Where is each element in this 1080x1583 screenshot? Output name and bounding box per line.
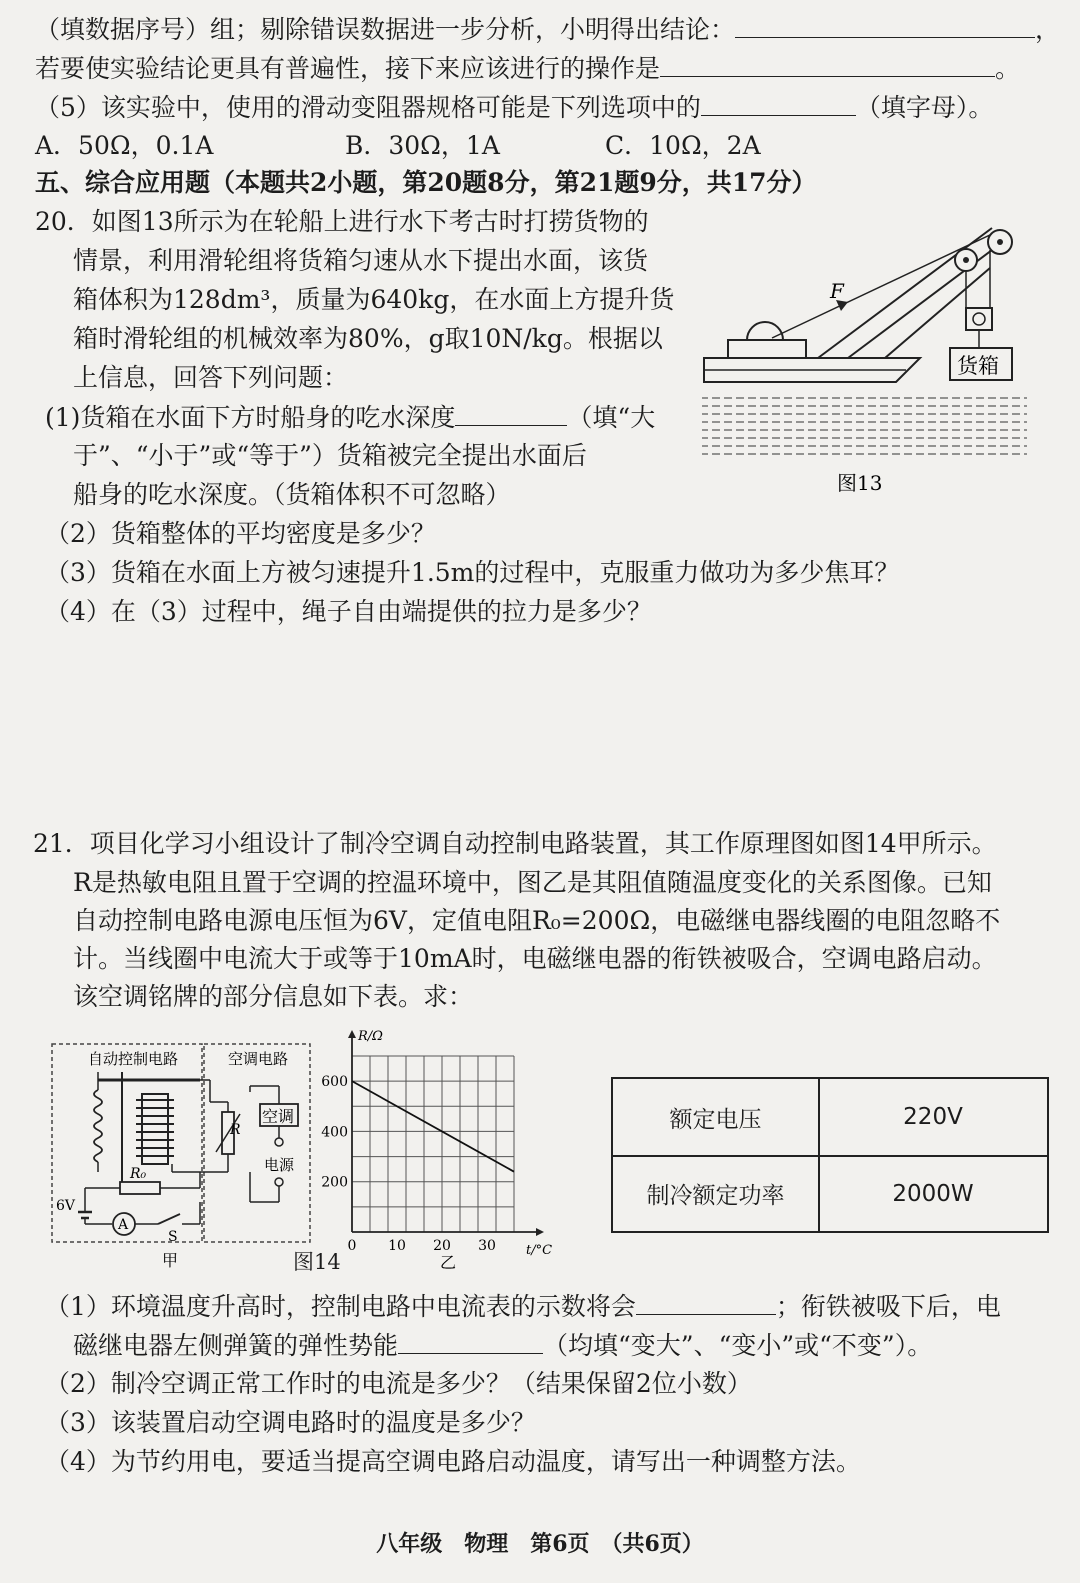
spec-value-voltage: 220V — [903, 1104, 963, 1130]
power-label: 电源 — [264, 1156, 295, 1174]
electromagnet-core — [142, 1094, 168, 1164]
spec-value-power: 2000W — [892, 1180, 974, 1207]
figure-13-caption: 图13 — [837, 471, 883, 495]
ac-circuit-frame — [204, 1044, 310, 1242]
answer-blank-spring[interactable] — [398, 1329, 543, 1354]
option-b: B．30Ω，1A — [345, 131, 500, 160]
sub-caption-yi: 乙 — [440, 1253, 457, 1270]
ac-unit-label: 空调 — [262, 1107, 295, 1126]
x-axis-label: t/°C — [526, 1243, 553, 1258]
x-tick-label: 20 — [433, 1238, 451, 1254]
svg-text:A: A — [118, 1217, 129, 1233]
y-tick-label: 400 — [321, 1124, 348, 1141]
q19-line-1: （填数据序号）组；剔除错误数据进一步分析，小明得出结论： ， — [35, 15, 1061, 44]
switch-label: S — [168, 1229, 178, 1245]
force-label: F — [830, 279, 844, 303]
spec-name-power: 制冷额定功率 — [646, 1183, 785, 1209]
ac-circuit-label: 空调电路 — [228, 1050, 289, 1068]
section-title: 五、综合应用题（本题共2小题，第20题8分，第21题9分，共17分） — [35, 168, 817, 197]
series-line-r-vs-t — [352, 1081, 514, 1172]
winch-base — [728, 340, 806, 358]
svg-text:R₀: R₀ — [130, 1166, 147, 1182]
page-footer: 八年级 物理 第6页 （共6页） — [376, 1531, 704, 1557]
q20-line-4: 箱时滑轮组的机械效率为80%，g取10N/kg。根据以 — [73, 324, 663, 353]
winch-drum — [747, 322, 783, 340]
q20-sub-4: （4）在（3）过程中，绳子自由端提供的拉力是多少？ — [45, 597, 652, 626]
q21-line-4: 计。当线圈中电流大于或等于10mA时，电磁继电器的衔铁被吸合，空调电路启动。 — [73, 944, 997, 973]
x-tick-label: 0 — [347, 1238, 357, 1254]
q20-sub-1c: 船身的吃水深度。（货箱体积不可忽略） — [73, 480, 511, 509]
q21-line-3: 自动控制电路电源电压恒为6V，定值电阻R₀=200Ω，电磁继电器线圈的电阻忽略不 — [73, 906, 1001, 935]
q20-line-5: 上信息，回答下列问题： — [73, 363, 349, 392]
cargo-label: 货箱 — [957, 354, 999, 378]
q20-line-2: 情景，利用滑轮组将货箱匀速从水下提出水面，该货 — [73, 246, 649, 275]
answer-blank-choice[interactable] — [701, 91, 856, 116]
x-tick-label: 30 — [478, 1238, 496, 1254]
answer-blank-draft[interactable] — [455, 401, 567, 426]
power-terminal-bottom — [275, 1178, 283, 1186]
q21-sub-1b: 磁继电器左侧弹簧的弹性势能 （均填“变大”、“变小”或“不变”）。 — [73, 1331, 933, 1360]
spec-table — [611, 1077, 1049, 1233]
q20-line-1: 20．如图13所示为在轮船上进行水下考古时打捞货物的 — [35, 207, 649, 236]
q21-line-1: 21．项目化学习小组设计了制冷空调自动控制电路装置，其工作原理图如图14甲所示。 — [33, 829, 997, 858]
q21-sub-3: （3）该装置启动空调电路时的温度是多少？ — [45, 1408, 536, 1437]
answer-blank-conclusion[interactable] — [735, 13, 1035, 38]
rope-free-end — [772, 234, 992, 338]
y-axis-label: R/Ω — [358, 1030, 383, 1044]
figure-14-chart — [318, 1030, 568, 1270]
option-a: A．50Ω，0.1A — [35, 131, 214, 160]
q21-line-5: 该空调铭牌的部分信息如下表。求： — [73, 982, 474, 1011]
q20-sub-2: （2）货箱整体的平均密度是多少？ — [45, 519, 436, 548]
q19-line-2: 若要使实验结论更具有普遍性，接下来应该进行的操作是 。 — [35, 54, 1021, 83]
water-area — [702, 395, 1027, 455]
figure-13-ship-crane — [700, 210, 1035, 500]
q21-sub-2: （2）制冷空调正常工作时的电流是多少？（结果保留2位小数） — [45, 1369, 752, 1398]
answer-blank-operation[interactable] — [660, 52, 995, 77]
sub-caption-jia: 甲 — [162, 1251, 179, 1270]
spec-name-voltage: 额定电压 — [669, 1106, 762, 1133]
q21-sub-4: （4）为节约用电，要适当提高空调电路启动温度，请写出一种调整方法。 — [45, 1447, 861, 1476]
switch-s — [158, 1214, 180, 1224]
answer-blank-current[interactable] — [636, 1290, 776, 1315]
figure-14-circuit — [50, 1042, 315, 1272]
control-circuit-label: 自动控制电路 — [88, 1050, 179, 1068]
figure-14-caption: 图14 — [293, 1250, 341, 1274]
svg-text:R: R — [230, 1122, 241, 1138]
q21-line-2: R是热敏电阻且置于空调的控温环境中，图乙是其阻值随温度变化的关系图像。已知 — [73, 868, 992, 897]
q20-line-3: 箱体积为128dm³，质量为640kg，在水面上方提升货 — [73, 285, 675, 314]
q20-sub-1a: (1)货箱在水面下方时船身的吃水深度 （填“大 — [45, 403, 656, 432]
x-axis-arrow-icon — [536, 1228, 544, 1236]
moving-pulley-block — [966, 308, 992, 330]
resistor-r0 — [120, 1182, 160, 1194]
power-terminal-top — [275, 1138, 283, 1146]
y-axis-arrow-icon — [348, 1030, 356, 1038]
q21-sub-1a: （1）环境温度升高时，控制电路中电流表的示数将会 ；衔铁被吸下后，电 — [45, 1292, 1001, 1321]
q20-sub-3: （3）货箱在水面上方被匀速提升1.5m的过程中，克服重力做功为多少焦耳？ — [45, 558, 900, 587]
option-c: C．10Ω，2A — [605, 131, 761, 160]
q20-sub-1b: 于”、“小于”或“等于”）货箱被完全提出水面后 — [73, 441, 587, 470]
q19-line-3: （5）该实验中，使用的滑动变阻器规格可能是下列选项中的 （填字母）。 — [35, 93, 994, 122]
voltage-label: 6V — [56, 1198, 76, 1214]
spring — [94, 1090, 102, 1162]
y-tick-label: 200 — [321, 1174, 348, 1191]
x-tick-label: 10 — [388, 1238, 406, 1254]
y-tick-label: 600 — [321, 1074, 348, 1091]
